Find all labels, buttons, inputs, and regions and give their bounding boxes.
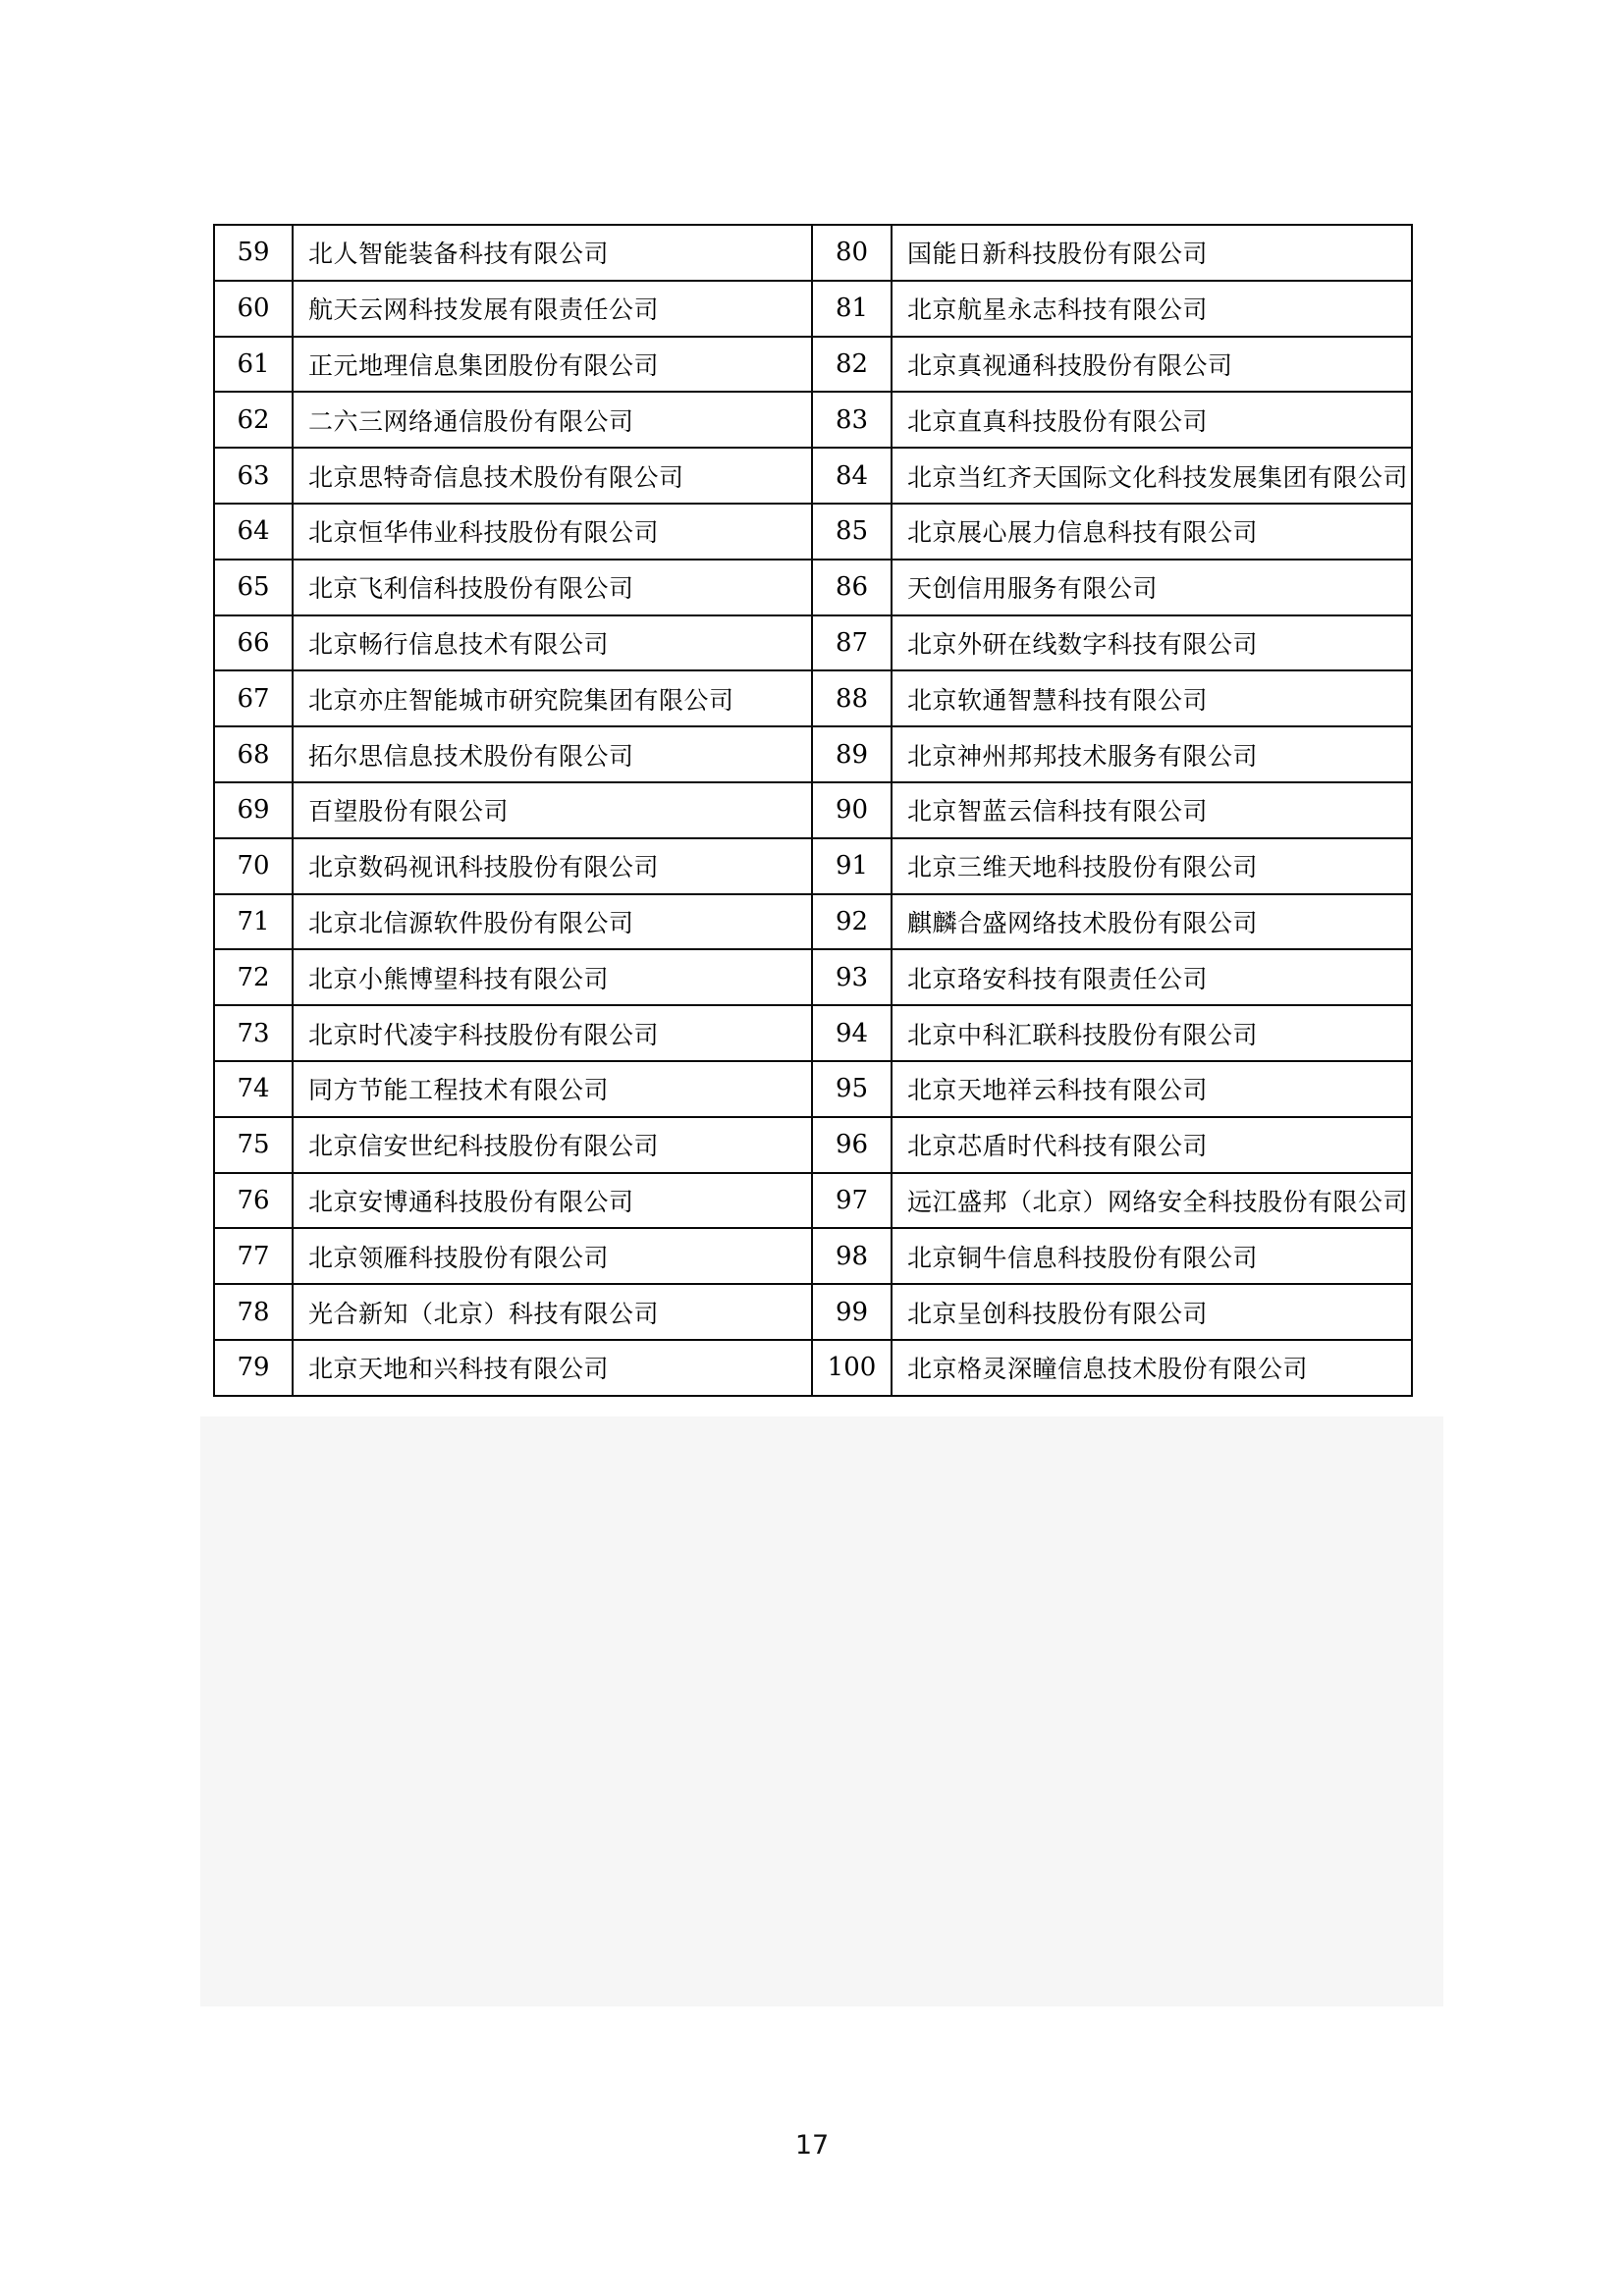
table-row: [214, 670, 1412, 726]
table-row: [214, 1340, 1412, 1396]
company-name-cell: 北京北信源软件股份有限公司: [293, 894, 812, 950]
company-name-cell: 北京天地祥云科技有限公司: [892, 1061, 1412, 1117]
row-number-cell: 73: [214, 1005, 293, 1061]
table-row: [214, 504, 1412, 560]
table-row: [214, 726, 1412, 782]
company-name-cell: 北京小熊博望科技有限公司: [293, 949, 812, 1005]
row-number-cell: 86: [812, 560, 892, 615]
table-row: [214, 337, 1412, 393]
company-name-cell: 光合新知（北京）科技有限公司: [293, 1284, 812, 1340]
company-name-cell: 北京时代凌宇科技股份有限公司: [293, 1005, 812, 1061]
table-row: [214, 1173, 1412, 1229]
row-number-cell: 99: [812, 1284, 892, 1340]
company-name-cell: 北京珞安科技有限责任公司: [892, 949, 1412, 1005]
row-number-cell: 92: [812, 894, 892, 950]
company-name-cell: 北京软通智慧科技有限公司: [892, 670, 1412, 726]
company-name-cell: 北京神州邦邦技术服务有限公司: [892, 726, 1412, 782]
company-name-cell: 北京安博通科技股份有限公司: [293, 1173, 812, 1229]
row-number-cell: 90: [812, 782, 892, 838]
company-name-cell: 北京展心展力信息科技有限公司: [892, 504, 1412, 560]
table-row: [214, 225, 1412, 281]
company-name-cell: 远江盛邦（北京）网络安全科技股份有限公司: [892, 1173, 1412, 1229]
row-number-cell: 78: [214, 1284, 293, 1340]
row-number-cell: 75: [214, 1117, 293, 1173]
row-number-cell: 89: [812, 726, 892, 782]
scan-artifact-region: [200, 1416, 1443, 2006]
table-row: [214, 782, 1412, 838]
company-name-cell: 北京智蓝云信科技有限公司: [892, 782, 1412, 838]
company-name-cell: 北京中科汇联科技股份有限公司: [892, 1005, 1412, 1061]
row-number-cell: 83: [812, 392, 892, 448]
company-name-cell: 北京外研在线数字科技有限公司: [892, 615, 1412, 671]
company-name-cell: 正元地理信息集团股份有限公司: [293, 337, 812, 393]
row-number-cell: 87: [812, 615, 892, 671]
row-number-cell: 74: [214, 1061, 293, 1117]
company-name-cell: 北京畅行信息技术有限公司: [293, 615, 812, 671]
company-name-cell: 北京呈创科技股份有限公司: [892, 1284, 1412, 1340]
row-number-cell: 96: [812, 1117, 892, 1173]
row-number-cell: 62: [214, 392, 293, 448]
company-name-cell: 拓尔思信息技术股份有限公司: [293, 726, 812, 782]
row-number-cell: 85: [812, 504, 892, 560]
row-number-cell: 93: [812, 949, 892, 1005]
company-name-cell: 北京当红齐天国际文化科技发展集团有限公司: [892, 448, 1412, 504]
row-number-cell: 95: [812, 1061, 892, 1117]
company-name-cell: 北京三维天地科技股份有限公司: [892, 838, 1412, 894]
table-row: [214, 1284, 1412, 1340]
row-number-cell: 66: [214, 615, 293, 671]
table-row: [214, 1117, 1412, 1173]
company-table-body: [214, 225, 1412, 1396]
row-number-cell: 64: [214, 504, 293, 560]
company-name-cell: 北京芯盾时代科技有限公司: [892, 1117, 1412, 1173]
row-number-cell: 59: [214, 225, 293, 281]
row-number-cell: 94: [812, 1005, 892, 1061]
table-row: [214, 560, 1412, 615]
company-name-cell: 北京真视通科技股份有限公司: [892, 337, 1412, 393]
row-number-cell: 71: [214, 894, 293, 950]
row-number-cell: 91: [812, 838, 892, 894]
row-number-cell: 69: [214, 782, 293, 838]
table-row: [214, 615, 1412, 671]
company-name-cell: 北京直真科技股份有限公司: [892, 392, 1412, 448]
company-name-cell: 同方节能工程技术有限公司: [293, 1061, 812, 1117]
row-number-cell: 88: [812, 670, 892, 726]
row-number-cell: 84: [812, 448, 892, 504]
company-name-cell: 百望股份有限公司: [293, 782, 812, 838]
table-row: [214, 949, 1412, 1005]
company-name-cell: 北京航星永志科技有限公司: [892, 281, 1412, 337]
row-number-cell: 60: [214, 281, 293, 337]
company-name-cell: 航天云网科技发展有限责任公司: [293, 281, 812, 337]
row-number-cell: 63: [214, 448, 293, 504]
row-number-cell: 100: [812, 1340, 892, 1396]
row-number-cell: 98: [812, 1228, 892, 1284]
row-number-cell: 97: [812, 1173, 892, 1229]
company-name-cell: 北京信安世纪科技股份有限公司: [293, 1117, 812, 1173]
table-row: [214, 1228, 1412, 1284]
row-number-cell: 80: [812, 225, 892, 281]
page-number: 17: [794, 2130, 830, 2161]
row-number-cell: 61: [214, 337, 293, 393]
company-list-table: [213, 224, 1413, 1397]
row-number-cell: 81: [812, 281, 892, 337]
company-name-cell: 北京飞利信科技股份有限公司: [293, 560, 812, 615]
company-name-cell: 北人智能装备科技有限公司: [293, 225, 812, 281]
company-name-cell: 北京思特奇信息技术股份有限公司: [293, 448, 812, 504]
company-name-cell: 天创信用服务有限公司: [892, 560, 1412, 615]
row-number-cell: 72: [214, 949, 293, 1005]
row-number-cell: 77: [214, 1228, 293, 1284]
row-number-cell: 67: [214, 670, 293, 726]
table-row: [214, 1061, 1412, 1117]
table-row: [214, 448, 1412, 504]
row-number-cell: 76: [214, 1173, 293, 1229]
table-row: [214, 838, 1412, 894]
company-name-cell: 北京数码视讯科技股份有限公司: [293, 838, 812, 894]
company-name-cell: 北京格灵深瞳信息技术股份有限公司: [892, 1340, 1412, 1396]
company-name-cell: 北京恒华伟业科技股份有限公司: [293, 504, 812, 560]
company-name-cell: 北京领雁科技股份有限公司: [293, 1228, 812, 1284]
company-name-cell: 北京亦庄智能城市研究院集团有限公司: [293, 670, 812, 726]
row-number-cell: 65: [214, 560, 293, 615]
row-number-cell: 70: [214, 838, 293, 894]
company-name-cell: 麒麟合盛网络技术股份有限公司: [892, 894, 1412, 950]
table-row: [214, 281, 1412, 337]
table-row: [214, 392, 1412, 448]
company-name-cell: 二六三网络通信股份有限公司: [293, 392, 812, 448]
table-row: [214, 1005, 1412, 1061]
row-number-cell: 82: [812, 337, 892, 393]
company-name-cell: 北京铜牛信息科技股份有限公司: [892, 1228, 1412, 1284]
table-row: [214, 894, 1412, 950]
company-name-cell: 北京天地和兴科技有限公司: [293, 1340, 812, 1396]
company-name-cell: 国能日新科技股份有限公司: [892, 225, 1412, 281]
row-number-cell: 79: [214, 1340, 293, 1396]
row-number-cell: 68: [214, 726, 293, 782]
